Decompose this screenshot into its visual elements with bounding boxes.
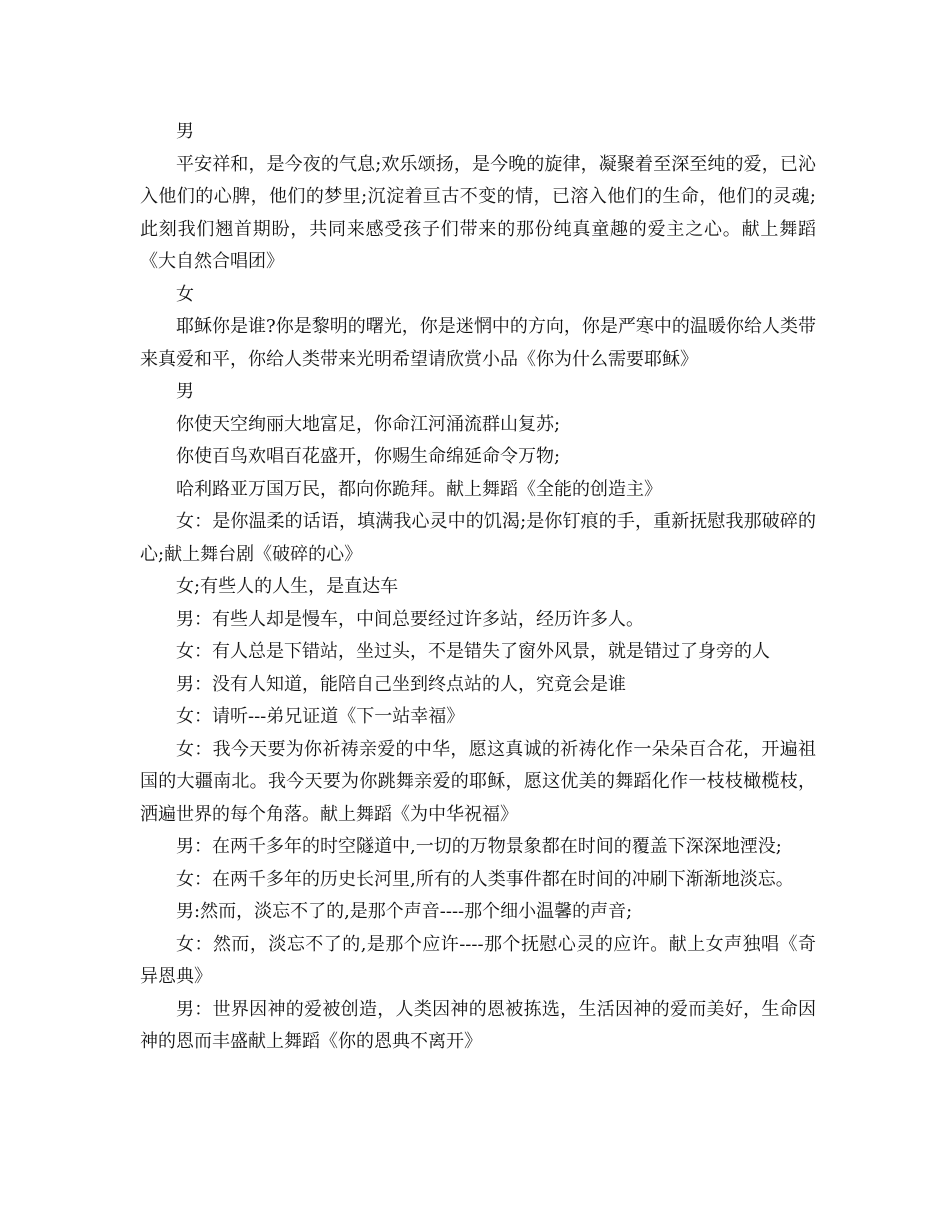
paragraph: 女：是你温柔的话语，填满我心灵中的饥渴;是你钉痕的手，重新抚慰我那破碎的心;献上舞台剧《破碎的心》 <box>140 511 816 565</box>
paragraph: 女：我今天要为你祈祷亲爱的中华，愿这真诚的祈祷化作一朵朵百合花，开遍祖国的大疆南北。我今天要为你跳舞亲爱的耶稣，愿这优美的舞蹈化作一枝枝橄榄枝，洒遍世界的每个角落。献上舞蹈《为中华祝福》 <box>140 738 816 825</box>
paragraph: 男：世界因神的爱被创造，人类因神的恩被拣选，生活因神的爱而美好，生命因神的恩而丰盛献上舞蹈《你的恩典不离开》 <box>140 998 816 1052</box>
paragraph: 你使天空绚丽大地富足，你命江河涌流群山复苏; <box>176 413 561 435</box>
paragraph: 女：然而，淡忘不了的,是那个应许----那个抚慰心灵的应许。献上女声独唱《奇异恩典》 <box>140 933 816 987</box>
paragraph-speaker-male: 男 <box>176 121 194 142</box>
paragraph: 男：有些人却是慢车，中间总要经过许多站，经历许多人。 <box>176 608 644 630</box>
paragraph-speaker-female: 女 <box>176 283 194 305</box>
paragraph: 男：没有人知道，能陪自己坐到终点站的人，究竟会是谁 <box>176 673 626 695</box>
paragraph: 你使百鸟欢唱百花盛开，你赐生命绵延命令万物; <box>176 446 561 467</box>
paragraph: 男:然而，淡忘不了的,是那个声音----那个细小温馨的声音; <box>176 901 633 922</box>
paragraph: 男：在两千多年的时空隧道中,一切的万物景象都在时间的覆盖下深深地湮没; <box>176 836 782 857</box>
paragraph: 平安祥和，是今夜的气息;欢乐颂扬，是今晚的旋律，凝聚着至深至纯的爱，已沁入他们的心脾，他们的梦里;沉淀着亘古不变的情，已溶入他们的生命，他们的灵魂;此刻我们翘首期盼，共同来感受孩子们带来的那份纯真童趣的爱主之心。献上舞蹈《大自然合唱团》 <box>140 153 816 272</box>
paragraph: 女：在两千多年的历史长河里,所有的人类事件都在时间的冲刷下渐渐地淡忘。 <box>176 868 794 890</box>
paragraph-speaker-male: 男 <box>176 381 194 402</box>
paragraph: 女：请听---弟兄证道《下一站幸福》 <box>176 706 465 727</box>
paragraph: 耶稣你是谁?你是黎明的曙光，你是迷惘中的方向，你是严寒中的温暖你给人类带来真爱和平，你给人类带来光明希望请欣赏小品《你为什么需要耶稣》 <box>140 316 816 370</box>
paragraph: 哈利路亚万国万民，都向你跪拜。献上舞蹈《全能的创造主》 <box>176 478 662 500</box>
paragraph: 女：有人总是下错站，坐过头，不是错失了窗外风景，就是错过了身旁的人 <box>176 641 770 662</box>
document-body <box>140 116 816 1059</box>
paragraph: 女;有些人的人生，是直达车 <box>176 576 399 597</box>
